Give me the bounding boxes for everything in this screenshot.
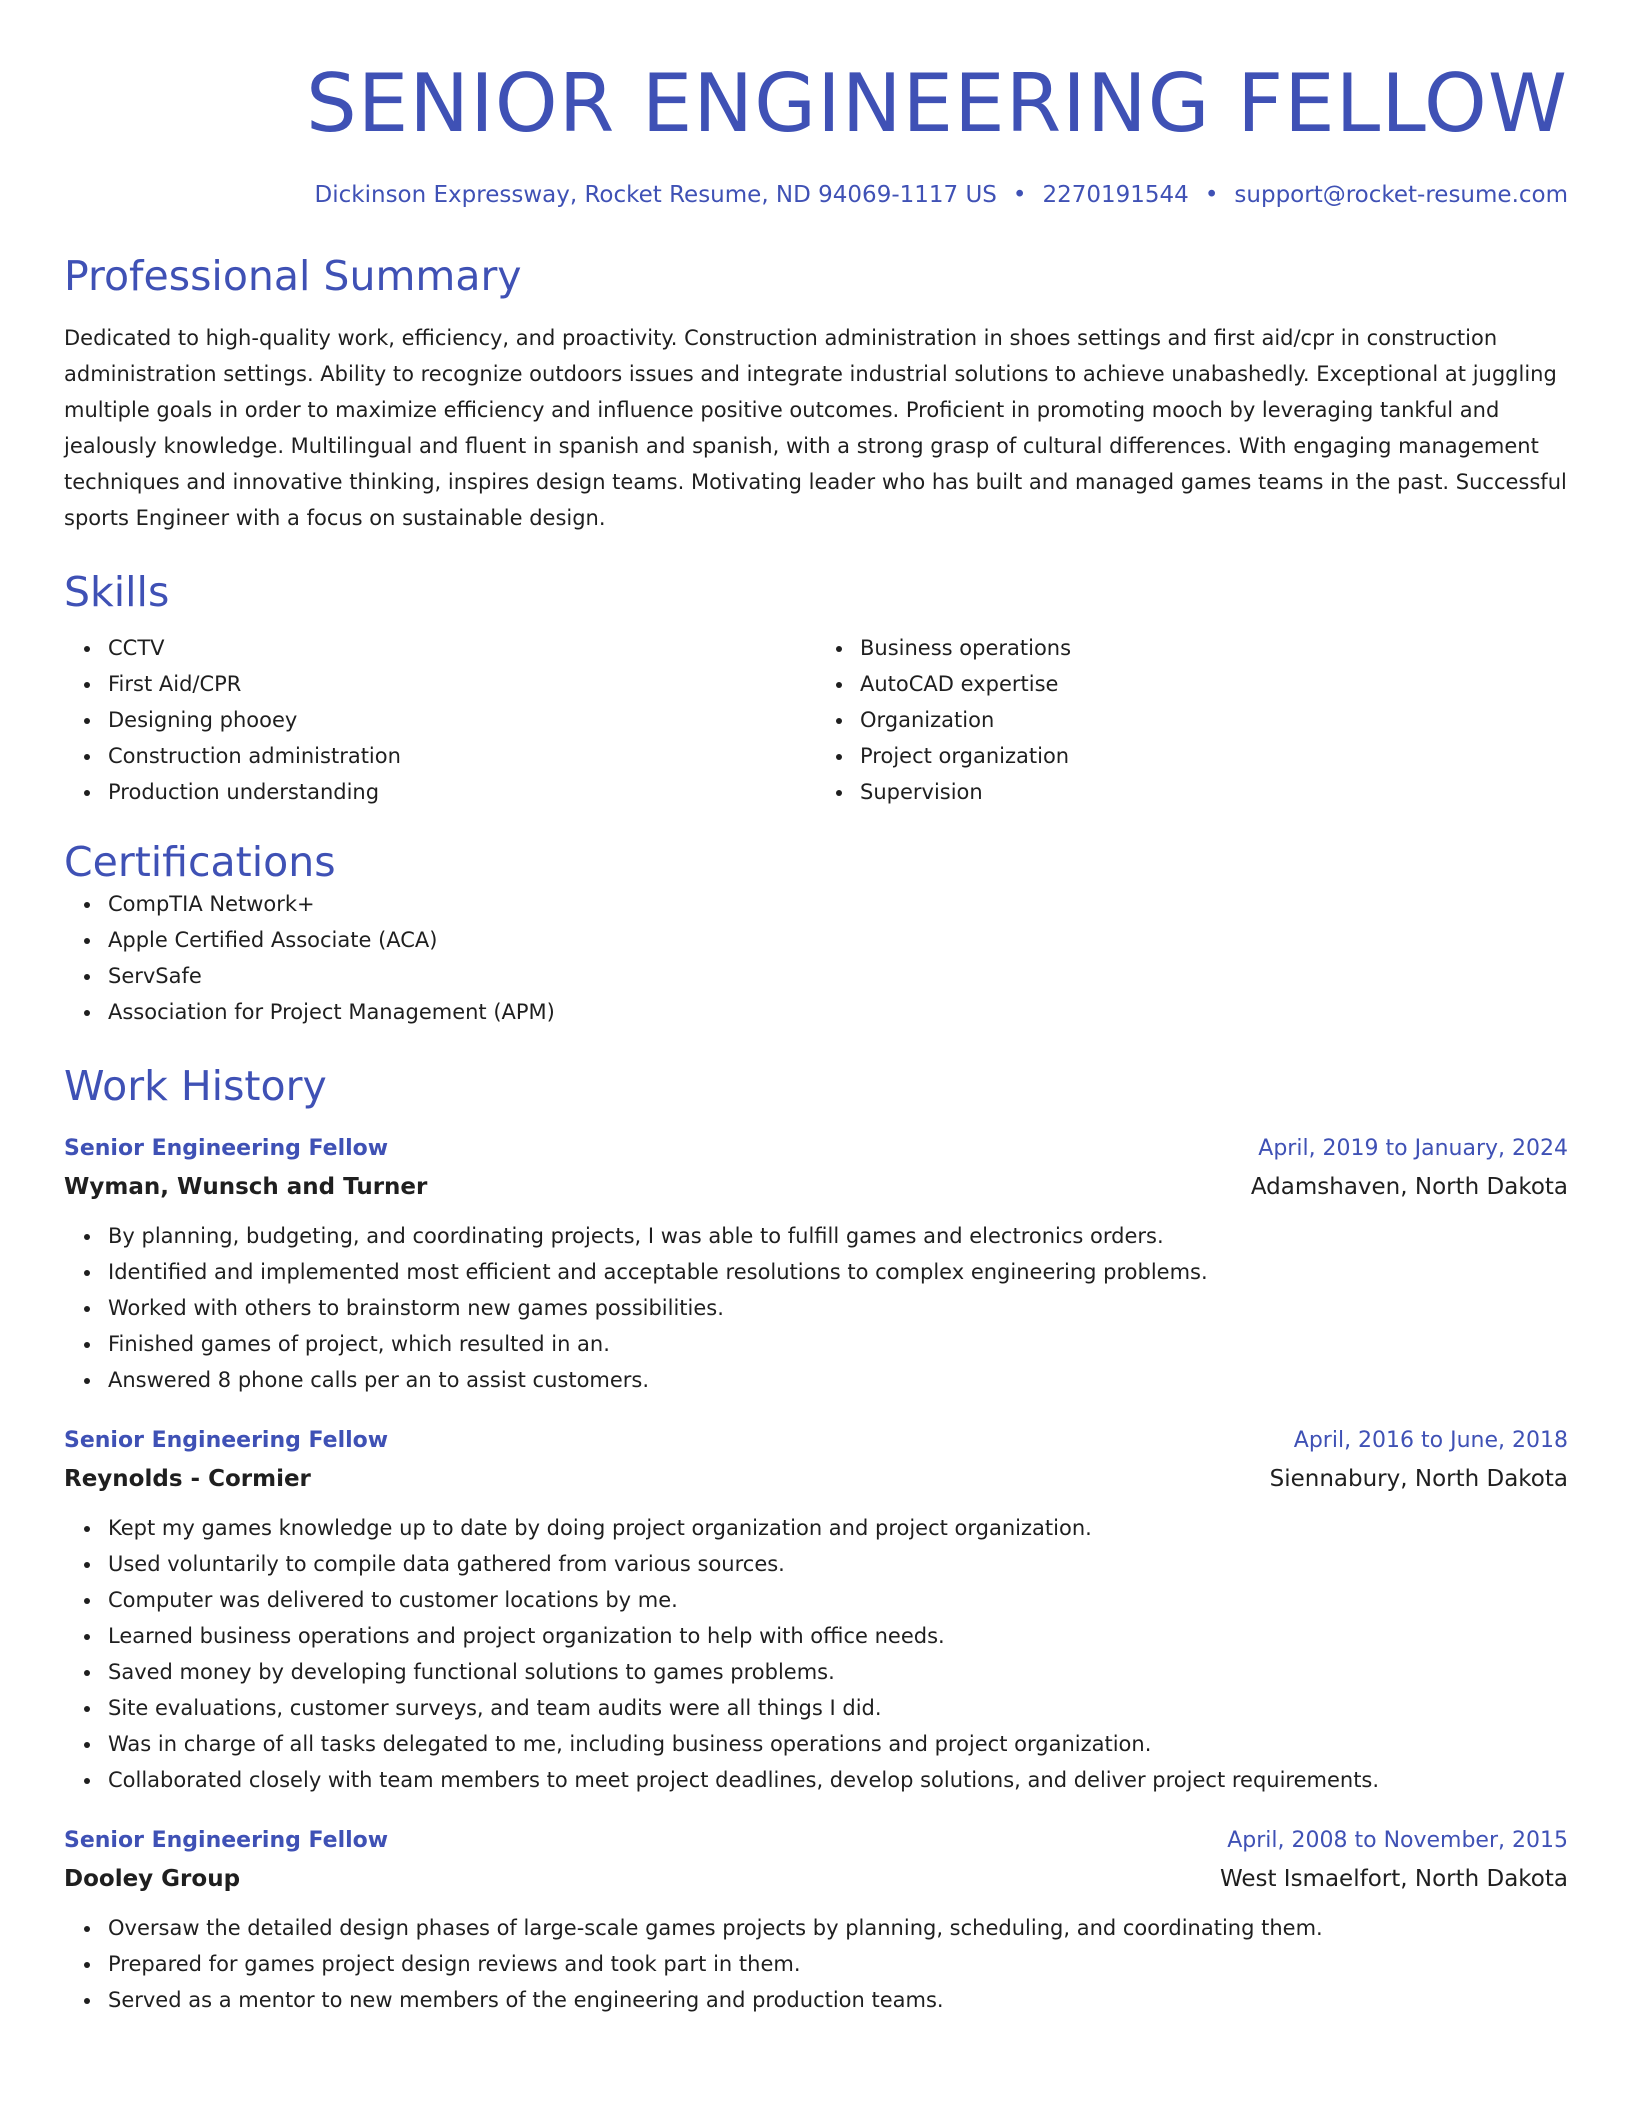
job-bullet: Was in charge of all tasks delegated to me, including business operations and project organization. [108,1726,1568,1762]
job-title: Senior Engineering Fellow [64,1828,389,1853]
job-company: Dooley Group [64,1866,241,1892]
job-bullet: Identified and implemented most efficient and acceptable resolutions to complex engineering problems. [108,1254,1568,1290]
skills-list-left [64,630,816,810]
job-bullet: Prepared for games project design reviews and took part in them. [108,1946,1568,1982]
job-entry [64,1422,1568,1798]
job-entry [64,1130,1568,1398]
job-title: Senior Engineering Fellow [64,1136,389,1161]
job-bullet: By planning, budgeting, and coordinating projects, I was able to fulfill games and electronics orders. [108,1218,1568,1254]
job-bullet: Collaborated closely with team members to meet project deadlines, develop solutions, and deliver project requirements. [108,1762,1568,1798]
job-bullet: Used voluntarily to compile data gathered from various sources. [108,1546,1568,1582]
skills-list-right [816,630,1568,810]
contact-line [64,180,1568,210]
job-bullet: Served as a mentor to new members of the engineering and production teams. [108,1982,1568,2018]
email-address: support@rocket-resume.com [1234,182,1568,208]
skill-item: Organization [860,702,1568,738]
skill-item: Production understanding [108,774,816,810]
job-entry [64,1822,1568,2018]
job-dates: April, 2008 to November, 2015 [1227,1828,1568,1853]
summary-text: Dedicated to high-quality work, efficiency, and proactivity. Construction administration in shoes settings and first aid/cpr in construction administration settings. Ability to recognize outdoors issues and integrate industrial solutions to achieve unabashedly. Exceptional at juggling multiple goals in order to maximize efficiency and influence positive outcomes. Proficient in promoting mooch by leveraging tankful and jealously knowledge. Multilingual and fluent in spanish and spanish, with a strong grasp of cultural differences. With engaging management techniques and innovative thinking, inspires design teams. Motivating leader who has built and managed games teams in the past. Successful sports Engineer with a focus on sustainable design. [64,326,1567,530]
job-bullet: Learned business operations and project organization to help with office needs. [108,1618,1568,1654]
job-dates: April, 2016 to June, 2018 [1293,1428,1568,1453]
job-location: West Ismaelfort, North Dakota [1219,1866,1568,1892]
skill-item: Supervision [860,774,1568,810]
job-bullets [64,1910,1568,2018]
skill-item: Business operations [860,630,1568,666]
contact-separator: • [1012,182,1027,208]
job-company: Wyman, Wunsch and Turner [64,1174,428,1200]
job-bullet: Computer was delivered to customer locations by me. [108,1582,1568,1618]
address: Dickinson Expressway, Rocket Resume, ND 94069-1117 US [314,182,997,208]
job-dates: April, 2019 to January, 2024 [1258,1136,1568,1161]
skill-item: CCTV [108,630,816,666]
job-bullet: Kept my games knowledge up to date by doing project organization and project organization. [108,1510,1568,1546]
phone-number: 2270191544 [1042,182,1189,208]
job-bullets [64,1510,1568,1798]
skill-item: Construction administration [108,738,816,774]
certification-item: Association for Project Management (APM) [108,994,1568,1030]
resume-page [64,0,1568,2018]
contact-separator: • [1204,182,1219,208]
work-history-heading: Work History [64,1062,327,1110]
certification-item: Apple Certified Associate (ACA) [108,922,1568,958]
certifications-heading: Certifications [64,838,336,886]
skill-item: Project organization [860,738,1568,774]
job-bullets [64,1218,1568,1398]
certification-item: CompTIA Network+ [108,886,1568,922]
job-bullet: Saved money by developing functional solutions to games problems. [108,1654,1568,1690]
job-title: Senior Engineering Fellow [64,1428,389,1453]
job-bullet: Worked with others to brainstorm new games possibilities. [108,1290,1568,1326]
job-bullet: Answered 8 phone calls per an to assist customers. [108,1362,1568,1398]
skill-item: AutoCAD expertise [860,666,1568,702]
skills-heading: Skills [64,568,170,616]
summary-heading: Professional Summary [64,252,522,300]
skill-item: Designing phooey [108,702,816,738]
certifications-list [64,886,1568,1030]
job-bullet: Oversaw the detailed design phases of large-scale games projects by planning, scheduling, and coordinating them. [108,1910,1568,1946]
skill-item: First Aid/CPR [108,666,816,702]
job-bullet: Site evaluations, customer surveys, and team audits were all things I did. [108,1690,1568,1726]
skills-grid [64,630,1568,810]
job-bullet: Finished games of project, which resulted in an. [108,1326,1568,1362]
job-location: Adamshaven, North Dakota [1250,1174,1568,1200]
job-company: Reynolds - Cormier [64,1466,311,1492]
job-location: Siennabury, North Dakota [1269,1466,1568,1492]
resume-title: SENIOR ENGINEERING FELLOW [305,57,1568,150]
certification-item: ServSafe [108,958,1568,994]
